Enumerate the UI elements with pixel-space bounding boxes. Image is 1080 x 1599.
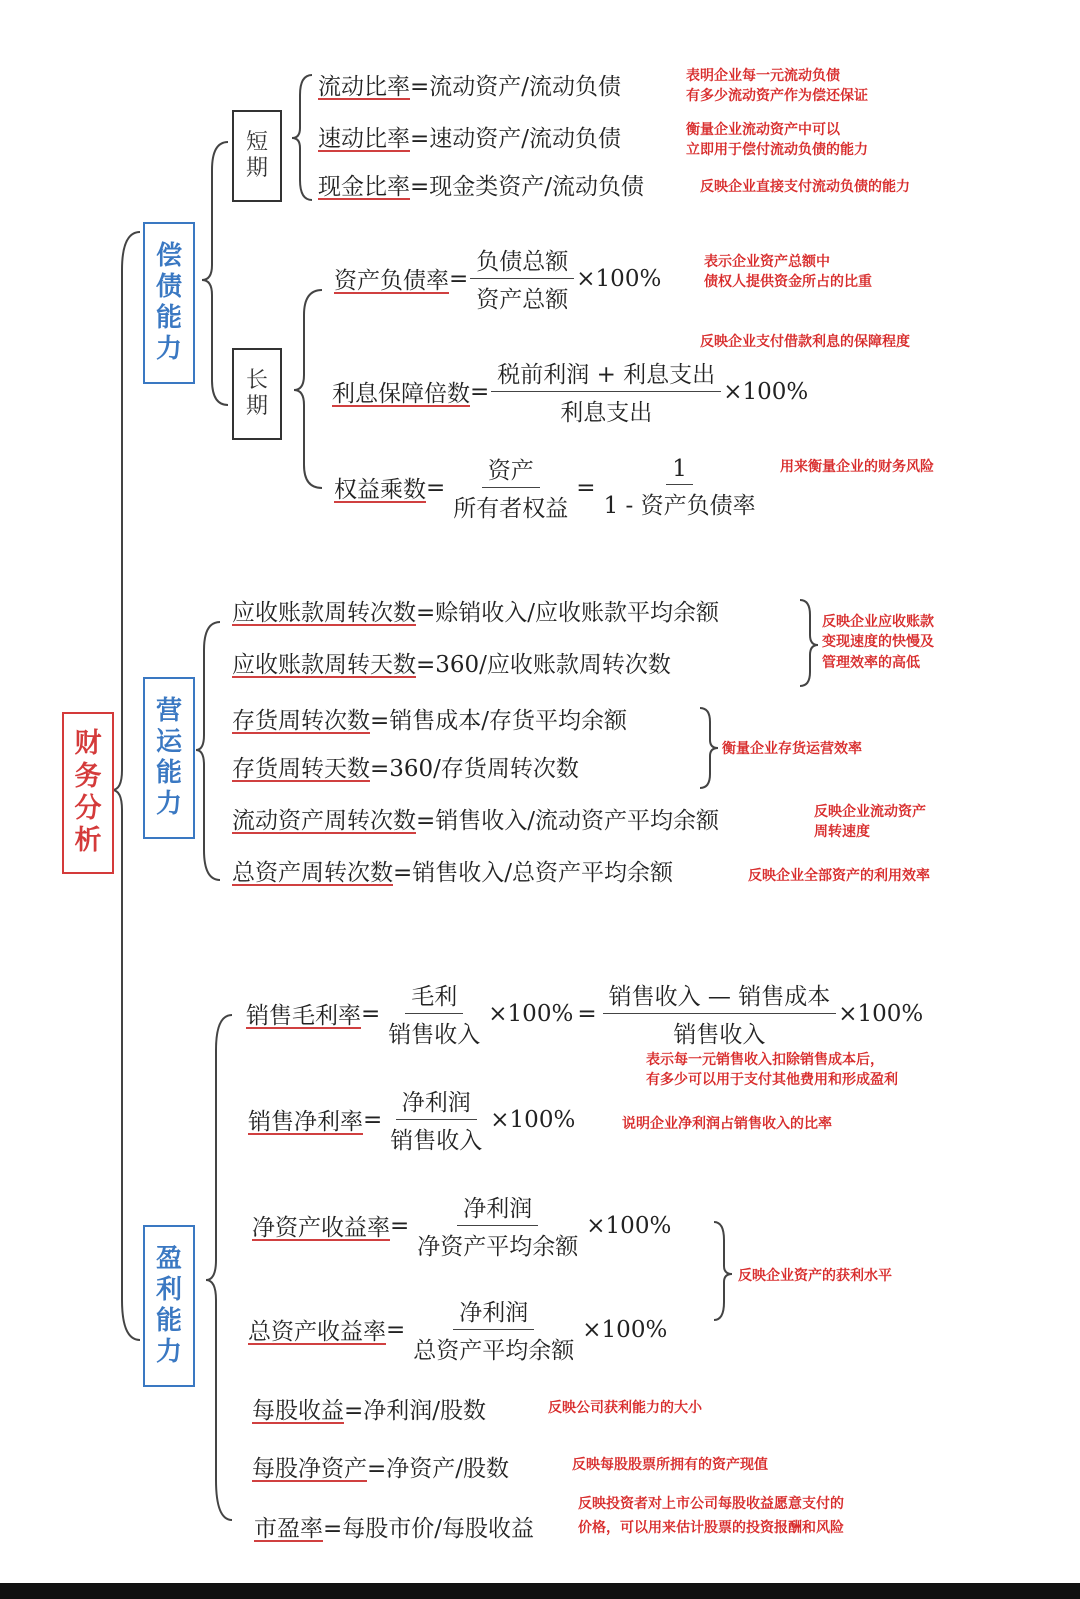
quick-ratio-name: 速动比率 [318,126,410,152]
roa-fraction [407,1294,580,1365]
note-line: 衡量企业流动资产中可以 [686,122,840,138]
net-margin-fraction [384,1084,488,1155]
label-char: 分 [74,793,102,824]
note-line: 债权人提供资金所占的比重 [704,274,872,291]
note-line: 反映每股股票所拥有的资产现值 [572,1457,768,1473]
fraction-denominator: 所有者权益 [453,496,569,522]
pe-expr: =每股市价/每股收益 [323,1516,535,1542]
formula-name: 总资产周转次数 [232,860,393,886]
label-char: 能 [155,758,182,788]
note-line: 反映企业直接支付流动负债的能力 [700,179,910,195]
eps-note [548,1398,702,1418]
interest-cover-formula [332,356,808,427]
gross-margin-note [646,1050,898,1091]
quick-ratio-note [686,120,868,161]
note-line: 反映公司获利能力的大小 [548,1400,702,1416]
roe-formula [252,1190,671,1261]
fraction-denominator: 1 - 资产负债率 [603,492,756,519]
note-line: 价格，可以用来估计股票的投资报酬和风险 [578,1520,844,1537]
formula-expr: =360/应收账款周转次数 [416,652,671,678]
equals-sign: = [361,1000,381,1027]
current-ratio-name: 流动比率 [318,74,410,100]
label-char: 财 [74,728,102,760]
equals-sign: = [577,1000,597,1027]
current-assets-note [814,802,926,843]
eps-expr: =净利润/股数 [344,1398,487,1424]
label-char: 能 [155,1306,182,1336]
note-line: 变现速度的快慢及 [822,634,934,651]
fraction-numerator: 净利润 [453,1294,534,1330]
quick-ratio-formula [318,120,621,153]
equity-multiplier-fraction-2 [598,456,762,520]
equals-sign: = [363,1106,383,1133]
equity-multiplier-formula [334,452,764,523]
percent-factor: ×100% [723,378,809,405]
note-line: 反映企业资产的获利水平 [738,1268,892,1284]
label-char: 力 [155,334,182,365]
solvency-node [143,222,195,384]
note-line: 反映企业支付借款利息的保障程度 [700,334,910,350]
label-char: 长 [245,367,268,393]
label-char: 短 [245,129,268,155]
bvps-formula [252,1450,509,1483]
fraction-numerator: 销售收入 — 销售成本 [603,978,837,1014]
solvency-brace [202,142,228,405]
total-assets-note [748,866,930,886]
roa-formula [248,1294,667,1365]
fraction-denominator: 总资产平均余额 [413,1338,575,1364]
percent-factor: ×100% [488,1000,574,1027]
return-note [738,1266,892,1286]
formula-name: 应收账款周转次数 [232,600,416,626]
percent-factor: ×100% [586,1212,672,1239]
receivable-days-formula [232,646,671,679]
interest-cover-name: 利息保障倍数 [332,381,470,407]
label-char: 盈 [155,1243,182,1274]
equity-multiplier-name: 权益乘数 [334,477,426,503]
fraction-numerator: 毛利 [405,978,463,1014]
fraction-denominator: 销售收入 [390,1128,483,1154]
equity-multiplier-fraction [447,452,574,523]
fraction-numerator: 税前利润 + 利息支出 [491,356,721,392]
label-char: 运 [155,726,182,757]
label-char: 力 [155,789,182,820]
operation-brace [196,622,220,880]
label-char: 债 [155,271,182,302]
roe-name: 净资产收益率 [252,1215,390,1241]
note-line: 衡量企业存货运营效率 [722,741,862,757]
inventory-days-formula [232,750,579,783]
interest-cover-fraction [491,356,721,427]
note-line: 有多少可以用于支付其他费用和形成盈利 [646,1072,898,1089]
short-term-node [232,110,282,202]
equals-sign: = [390,1212,410,1239]
formula-name: 应收账款周转天数 [232,652,416,678]
eps-name: 每股收益 [252,1398,344,1424]
note-line: 立即用于偿付流动负债的能力 [686,142,868,159]
label-char: 利 [155,1274,182,1305]
equals-sign: = [449,265,469,292]
receivable-bracket [800,600,818,686]
roe-fraction [411,1190,584,1261]
equals-sign: = [426,474,446,501]
formula-expr: =销售收入/总资产平均余额 [393,860,674,886]
long-term-node [232,348,282,440]
equals-sign: = [386,1316,406,1343]
note-line: 有多少流动资产作为偿还保证 [686,88,868,105]
fraction-numerator: 1 [666,456,693,485]
current-ratio-expr: =流动资产/流动负债 [410,74,622,100]
gross-margin-formula [246,978,923,1049]
fraction-denominator: 销售收入 [673,1022,766,1048]
net-margin-note [622,1114,832,1134]
equals-sign: = [470,378,490,405]
note-line: 管理效率的高低 [822,654,920,671]
formula-expr: =360/存货周转次数 [370,756,579,782]
long-term-label [246,368,268,421]
note-line: 反映投资者对上市公司每股收益愿意支付的 [578,1496,844,1512]
debt-ratio-note [704,252,872,293]
label-char: 期 [245,394,268,419]
pe-name: 市盈率 [254,1516,323,1542]
label-char: 偿 [155,240,182,271]
fraction-numerator: 净利润 [457,1190,538,1226]
profitability-label [156,1244,182,1369]
label-char: 务 [74,760,102,792]
fraction-numerator: 负债总额 [470,243,574,279]
current-assets-turnover-formula [232,802,719,835]
note-line: 周转速度 [814,824,870,841]
percent-factor: ×100% [576,265,662,292]
note-line: 反映企业流动资产 [814,804,926,820]
label-char: 期 [245,156,268,181]
fraction-denominator: 利息支出 [560,400,653,426]
short-term-label [246,130,268,183]
note-line: 反映企业应收账款 [822,614,934,630]
pe-formula [254,1510,534,1543]
fraction-numerator: 净利润 [396,1084,477,1120]
cash-ratio-note [700,177,910,197]
label-char: 析 [74,825,102,857]
percent-factor: ×100% [490,1106,576,1133]
operation-node [143,677,195,839]
total-assets-turnover-formula [232,854,673,887]
bvps-expr: =净资产/股数 [367,1456,510,1482]
fraction-denominator: 销售收入 [388,1022,481,1048]
profitability-node [143,1225,195,1387]
fraction-denominator: 资产总额 [476,287,569,313]
cash-ratio-name: 现金比率 [318,174,410,200]
receivable-note [822,612,934,673]
current-ratio-formula [318,68,621,101]
formula-name: 存货周转天数 [232,756,370,782]
net-margin-formula [248,1084,575,1155]
root-node [62,712,114,874]
cash-ratio-formula [318,168,644,201]
gross-margin-fraction [382,978,486,1049]
fraction-denominator: 净资产平均余额 [417,1234,579,1260]
interest-cover-note [700,332,910,352]
debt-ratio-formula [334,243,661,314]
label-char: 营 [155,695,182,726]
percent-factor: ×100% [838,1000,924,1027]
formula-expr: =销售成本/存货平均余额 [370,708,628,734]
bvps-note [572,1455,768,1475]
formula-expr: =销售收入/流动资产平均余额 [416,808,720,834]
label-char: 能 [155,303,182,333]
profitability-brace [206,1015,232,1520]
note-line: 反映企业全部资产的利用效率 [748,868,930,884]
gross-margin-fraction-2 [603,978,837,1049]
roa-name: 总资产收益率 [248,1319,386,1345]
percent-factor: ×100% [582,1316,668,1343]
debt-ratio-name: 资产负债率 [334,268,449,294]
equity-multiplier-note [780,457,934,477]
formula-name: 存货周转次数 [232,708,370,734]
cash-ratio-expr: =现金类资产/流动负债 [410,174,645,200]
solvency-label [156,241,182,366]
root-brace [112,232,140,1340]
note-line: 表示企业资产总额中 [704,254,830,270]
current-ratio-note [686,66,868,107]
short-term-brace [292,75,312,200]
eps-formula [252,1392,486,1425]
net-margin-name: 销售净利率 [248,1109,363,1135]
note-line: 说明企业净利润占销售收入的比率 [622,1116,832,1132]
formula-expr: =赊销收入/应收账款平均余额 [416,600,720,626]
bvps-name: 每股净资产 [252,1456,367,1482]
return-bracket [714,1222,732,1320]
inventory-note [722,739,862,759]
label-char: 力 [155,1337,182,1368]
quick-ratio-expr: =速动资产/流动负债 [410,126,622,152]
long-term-brace [294,290,322,488]
fraction-numerator: 资产 [482,452,540,488]
note-line: 表明企业每一元流动负债 [686,68,840,84]
equals-sign: = [576,474,596,501]
note-line: 表示每一元销售收入扣除销售成本后， [646,1052,884,1068]
note-line: 用来衡量企业的财务风险 [780,459,934,475]
receivable-turnover-formula [232,594,719,627]
gross-margin-name: 销售毛利率 [246,1003,361,1029]
pe-note [578,1494,844,1539]
operation-label [156,696,182,821]
inventory-turnover-formula [232,702,627,735]
debt-ratio-fraction [470,243,574,314]
formula-name: 流动资产周转次数 [232,808,416,834]
bottom-edge-bar [0,1583,1080,1599]
root-label [75,728,102,858]
inventory-bracket [700,708,718,788]
